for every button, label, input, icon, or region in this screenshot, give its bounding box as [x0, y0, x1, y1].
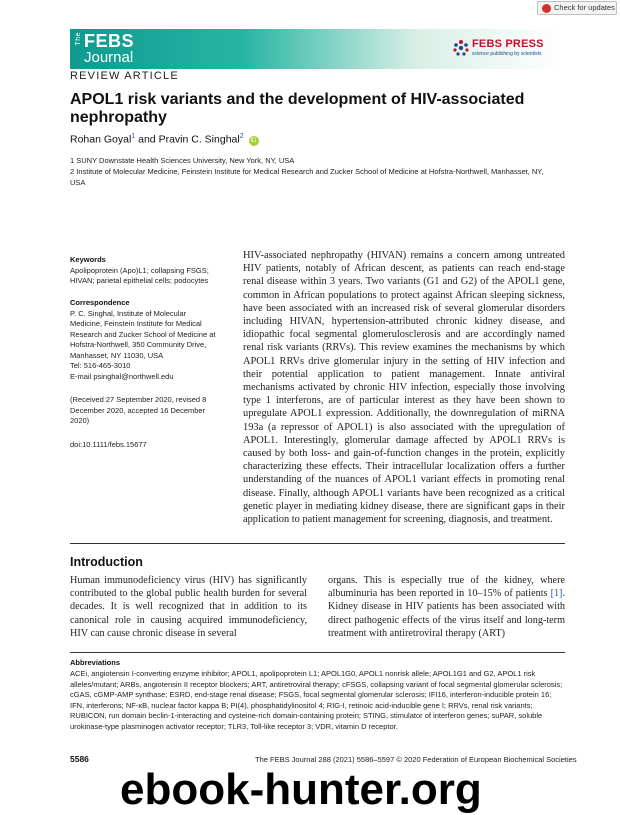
author-affiliation-ref[interactable]: 1 — [131, 133, 136, 140]
orcid-icon[interactable]: iD — [249, 136, 259, 146]
affiliation: 1 SUNY Downstate Health Sciences University, New York, NY, USA — [70, 156, 295, 165]
article-title: APOL1 risk variants and the development of HIV-associated nephropathy — [70, 91, 525, 126]
febs-journal-logo — [75, 30, 155, 68]
article-type: REVIEW ARTICLE — [70, 70, 179, 82]
affiliation: 2 Institute of Molecular Medicine, Feinstein Institute for Medical Research and Zucker School of Medicine at Hofstra-Northwell, Manhasset, NY, USA — [70, 167, 544, 187]
keywords-heading: Keywords — [70, 255, 106, 264]
received-dates: (Received 27 September 2020, revised 8 December 2020, accepted 16 December 2020) — [70, 395, 207, 425]
abbreviations-heading: Abbreviations — [70, 658, 121, 667]
footer-citation: The FEBS Journal 288 (2021) 5586–5597 © 2020 Federation of European Biochemical Societies — [255, 755, 577, 764]
correspondence-line: Research and Zucker School of Medicine at — [70, 329, 216, 339]
keywords-text: Apolipoprotein (Apo)L1; collapsing FSGS; HIVAN; parietal epithelial cells; podocytes — [70, 265, 209, 285]
logo-febs: FEBS — [84, 31, 135, 51]
correspondence-line: Manhasset, NY 11030, USA — [70, 350, 164, 360]
introduction-heading: Introduction — [70, 555, 143, 569]
author-name[interactable]: Pravin C. Singhal — [158, 133, 240, 146]
divider — [70, 652, 565, 653]
publisher-tagline: science publishing by scientists — [472, 51, 542, 57]
correspondence-line: P. C. Singhal, Institute of Molecular — [70, 308, 187, 318]
intro-column-2 — [328, 574, 565, 640]
correspondence-email[interactable]: E-mail psinghal@northwell.edu — [70, 371, 174, 381]
author-list — [70, 133, 259, 146]
check-for-updates-label: Check for updates — [554, 3, 615, 12]
abstract-text: HIV-associated nephropathy (HIVAN) remains a concern among untreated HIV patients, notably of African descent, as patients can reach end-stage renal disease within 3 years. Two variants (G1 and G2) of the APOL1 gene, common in African populations to protect against African sleeping sickness, have been associated with an increased risk of several glomerular disorders including HIVAN, hypertension-attributed chronic kidney disease, and idiopathic focal segmental glomerulosclerosis and are accordingly named renal risk variants (RRVs). This review examines the mechanisms by which APOL1 RRVs drive glomerular injury in the setting of HIV infection and their potential application to patient management. Innate antiviral mechanisms activated by chronic HIV infection, especially those involving type 1 interferons, are of particular interest as they have been shown to upregulate APOL1 expression. Additionally, the downregulation of miRNA 193a (a repressor of APOL1) is also associated with the upregulation of APOL1. Interestingly, glomerular damage affected by APOL1 RRVs is caused by both loss- and gain-of-function changes in the protein, explicitly characterizing these effects. Their intracellular localization offers a further understanding of the nuances of APOL1 variant effects in promoting renal disease. Finally, although APOL1 variants have been recognized as a critical genetic player in mediating kidney disease, there are significant gaps in their application to patient management for screening, diagnosis, and treatment. — [243, 250, 565, 526]
intro-col2-text: organs. This is especially true of the kidney, where albuminuria has been reported in 10–15% of patients — [328, 575, 565, 600]
page-number: 5586 — [70, 754, 89, 764]
febs-press-logo — [452, 37, 562, 61]
author-affiliation-ref[interactable]: 2 — [239, 133, 244, 140]
abbreviations-text: ACEi, angiotensin I-converting enzyme inhibitor; APOL1, apolipoprotein L1; APOL1G0, APOL1 nonrisk allele; APOL1G1 and G2, APOL1 risk alleles/mutant; ARBs, angiotensin II receptor blockers; ART, antiretroviral therapy; cFSGS, collapsing variant of focal segmental glomerular sclerosis; cGAS, cGMP-AMP synthase; ESRD, end-stage renal disease; FSGS, focal segmental glomerular sclerosis; IFI16, interferon-inducible protein 16; IFN, interferons; NF-κB, nuclear factor kappa B; PI(4), phosphatidylinositol 4; RIG-I, retinoic acid-inducible gene I; RRVs, renal risk variants; RUBICON, run domain beclin-1-interacting and cysteine-rich domain-containing protein; STING, stimulator of interferon genes; suPAR, soluble urokinase-type plasminogen activator receptor; TLR3, Toll-like receptor 3; VDR, vitamin D receptor. — [70, 669, 563, 731]
logo-journal: Journal — [84, 49, 134, 66]
publisher-name: FEBS PRESS — [472, 38, 544, 50]
update-icon — [542, 4, 551, 13]
check-for-updates-button[interactable] — [537, 1, 617, 15]
intro-column-1: Human immunodeficiency virus (HIV) has significantly contributed to the global public health burden for several decades. It is well recognized that in addition to its canonical role in causing acquired immunodeficiency, HIV can cause chronic disease in several — [70, 575, 307, 639]
febs-press-icon — [452, 39, 470, 57]
correspondence-heading: Correspondence — [70, 298, 130, 307]
divider — [70, 543, 565, 544]
correspondence-line: Hofstra-Northwell, 350 Community Drive, — [70, 340, 207, 349]
doi-link[interactable]: doi:10.1111/febs.15677 — [70, 440, 147, 449]
correspondence-section — [70, 298, 230, 382]
correspondence-line: Tel: 516-465-3010 — [70, 361, 131, 370]
authors-joiner: and — [138, 133, 156, 146]
citation-link[interactable]: [1] — [550, 588, 563, 600]
watermark: ebook-hunter.org — [120, 765, 482, 814]
author-name[interactable]: Rohan Goyal — [70, 133, 132, 146]
correspondence-line: Medicine, Feinstein Institute for Medical — [70, 319, 202, 328]
intro-col2-text: . Kidney disease in HIV patients has been associated with direct pathogenic effects of the virus itself and long-term treatment with antiretroviral therapy (ART) — [328, 588, 565, 639]
logo-the: The — [75, 32, 82, 46]
keywords-section — [70, 255, 230, 287]
